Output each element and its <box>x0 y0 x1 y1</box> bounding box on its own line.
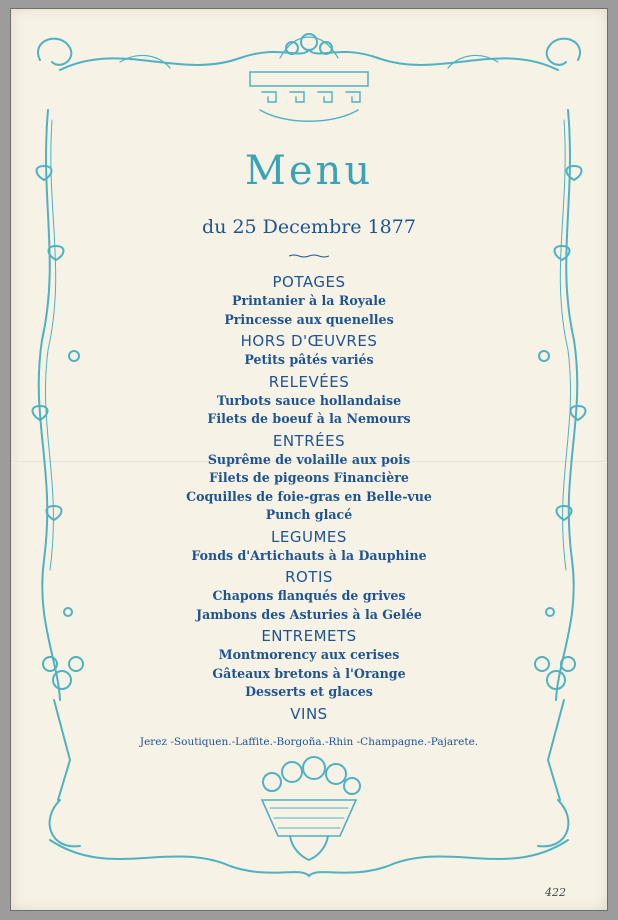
course-vins <box>0 704 618 724</box>
course-hors-doeuvres <box>0 331 618 370</box>
dish: Princesse aux quenelles <box>224 311 394 327</box>
course-legumes <box>0 527 618 566</box>
date-underline-ornament <box>289 254 329 258</box>
dish: Filets de pigeons Financière <box>209 470 409 485</box>
dish: Coquilles de foie-gras en Belle-vue <box>186 488 432 504</box>
course-heading: ROTIS <box>285 568 333 586</box>
dish: Turbots sauce hollandaise <box>216 392 402 408</box>
dish: Desserts et glaces <box>245 684 373 699</box>
menu-courses <box>0 270 618 724</box>
bottom-scroll <box>50 840 568 876</box>
course-potages <box>0 272 618 329</box>
course-relevees <box>0 372 618 429</box>
archive-number: 422 <box>545 886 566 899</box>
dish: Printanier à la Royale <box>231 293 386 308</box>
top-scroll <box>60 50 558 70</box>
dish: Suprême de volaille aux pois <box>207 451 411 467</box>
course-heading: POTAGES <box>272 273 346 291</box>
dish: Chapons flanqués de grives <box>212 588 406 603</box>
course-heading: ENTRÉES <box>272 431 346 450</box>
wine-list: Jerez -Soutiquen.-Laffite.-Borgoña.-Rhin -Champagne.-Pajarete. <box>139 736 479 748</box>
dish: Montmorency aux cerises <box>218 647 400 662</box>
course-entremets <box>0 626 618 702</box>
dish: Filets de boeuf à la Nemours <box>207 411 411 426</box>
dish: Petits pâtés variés <box>244 352 374 367</box>
course-heading: LEGUMES <box>271 527 347 546</box>
menu-date: du 25 Decembre 1877 <box>202 216 416 238</box>
course-rotis <box>0 567 618 624</box>
course-entrees <box>0 431 618 525</box>
course-heading: VINS <box>290 704 328 723</box>
dish: Punch glacé <box>265 507 353 522</box>
dish: Gâteaux bretons à l'Orange <box>212 665 406 681</box>
course-heading: RELEVÉES <box>268 372 350 391</box>
course-heading: HORS D'ŒUVRES <box>240 332 378 350</box>
menu-title: Menu <box>244 148 374 194</box>
course-heading: ENTREMETS <box>261 627 357 645</box>
dish: Jambons des Asturies à la Gelée <box>196 606 422 622</box>
dish: Fonds d'Artichauts à la Dauphine <box>191 547 427 563</box>
